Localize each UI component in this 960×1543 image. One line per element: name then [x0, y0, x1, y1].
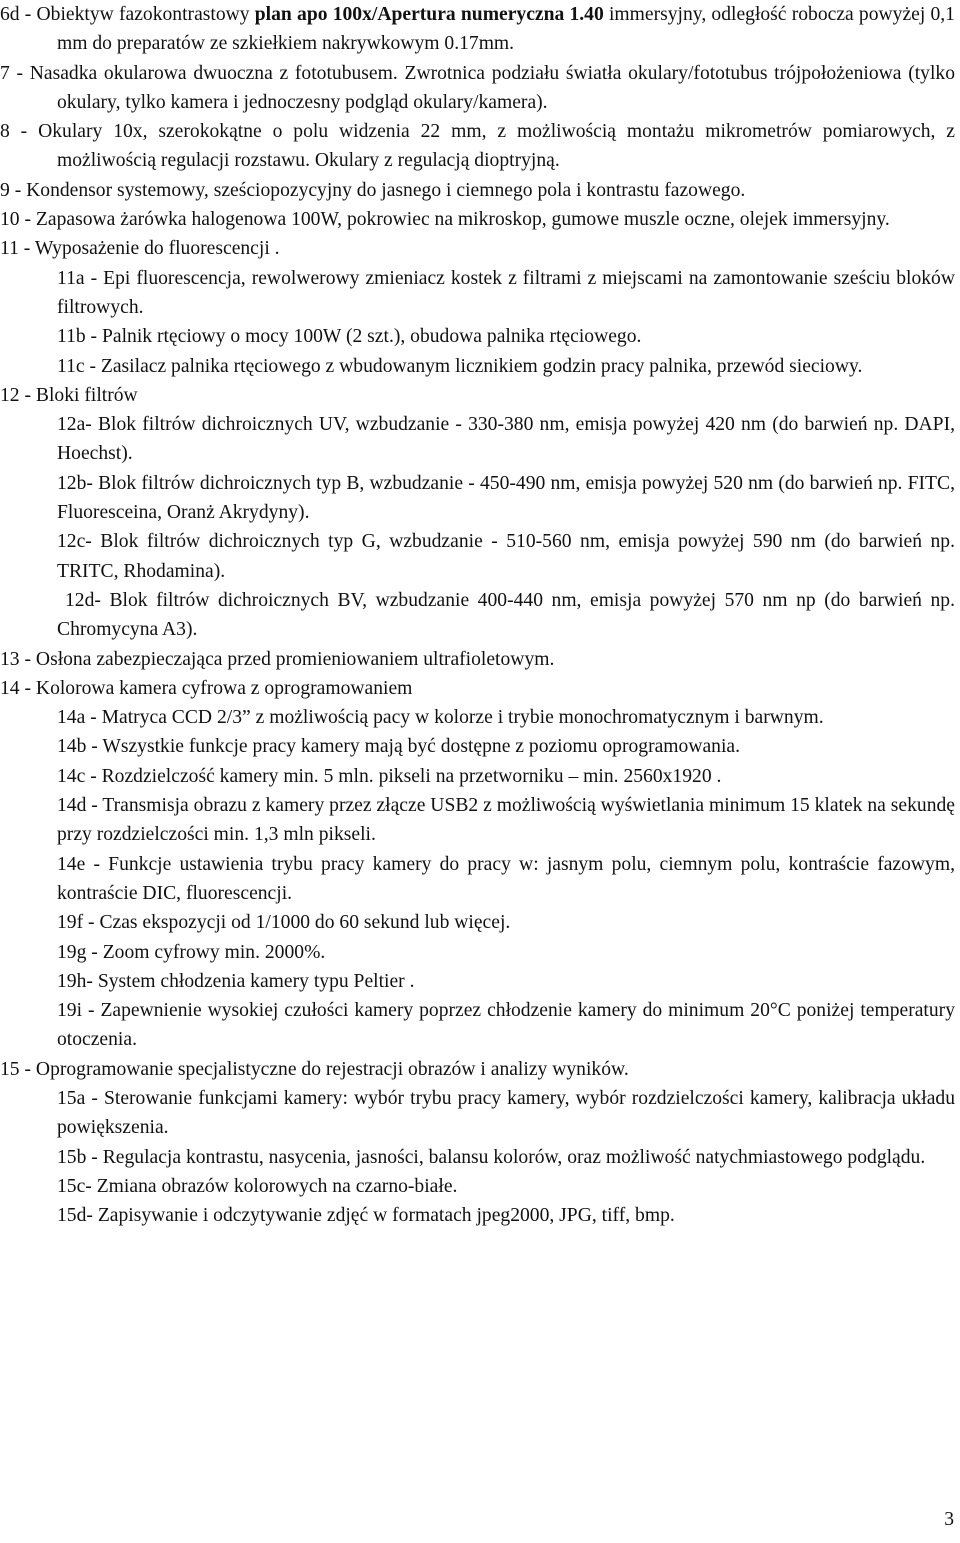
spec-item: 14e - Funkcje ustawienia trybu pracy kamery do pracy w: jasnym polu, ciemnym polu, kontraście fazowym, kontraście DIC, fluorescencji. — [57, 853, 955, 904]
spec-item: 15b - Regulacja kontrastu, nasycenia, jasności, balansu kolorów, oraz możliwość natychmiastowego podglądu. — [57, 1146, 926, 1168]
spec-item: 14b - Wszystkie funkcje pracy kamery mają być dostępne z poziomu oprogramowania. — [57, 736, 741, 758]
spec-item: 12b- Blok filtrów dichroicznych typ B, wzbudzanie - 450-490 nm, emisja powyżej 520 nm (do barwień np. FITC, Fluoresceina, Oranż Akrydyny). — [57, 472, 955, 524]
spec-item: 11c - Zasilacz palnika rtęciowego z wbudowanym licznikiem godzin pracy palnika, przewód sieciowy. — [57, 355, 863, 377]
spec-item: 11 - Wyposażenie do fluorescencji . — [0, 238, 280, 260]
spec-item: 14a - Matryca CCD 2/3” z możliwością pacy w kolorze i trybie monochromatycznym i barwnym. — [57, 707, 824, 729]
spec-item: 7 - Nasadka okularowa dwuoczna z fototubusem. Zwrotnica podziału światła okulary/fototubus trójpołożeniowa (tylko okulary, tylko kamera i jednoczesny podgląd okulary/kamera). — [0, 62, 955, 113]
spec-item: 12c- Blok filtrów dichroicznych typ G, wzbudzanie - 510-560 nm, emisja powyżej 590 nm (do barwień np. TRITC, Rhodamina). — [57, 531, 955, 582]
spec-item: 10 - Zapasowa żarówka halogenowa 100W, pokrowiec na mikroskop, gumowe muszle oczne, olejek immersyjny. — [0, 209, 890, 231]
spec-item: 11a - Epi fluorescencja, rewolwerowy zmieniacz kostek z filtrami z miejscami na zamontowanie sześciu bloków filtrowych. — [57, 267, 955, 318]
spec-item: 12 - Bloki filtrów — [0, 384, 138, 406]
spec-item: 11b - Palnik rtęciowy o mocy 100W (2 szt.), obudowa palnika rtęciowego. — [57, 326, 642, 348]
spec-item: 6d - Obiektyw fazokontrastowy plan apo 100x/Apertura numeryczna 1.40 immersyjny, odległość robocza powyżej 0,1 mm do preparatów ze szkiełkiem nakrywkowym 0.17mm. — [0, 4, 955, 55]
spec-item: 12a- Blok filtrów dichroicznych UV, wzbudzanie - 330-380 nm, emisja powyżej 420 nm (do barwień np. DAPI, Hoechst). — [57, 414, 955, 465]
spec-item: 15c- Zmiana obrazów kolorowych na czarno-białe. — [57, 1175, 458, 1197]
spec-item: 19g - Zoom cyfrowy min. 2000%. — [57, 941, 326, 963]
spec-item: 13 - Osłona zabezpieczająca przed promieniowaniem ultrafioletowym. — [0, 648, 555, 670]
spec-item: 14 - Kolorowa kamera cyfrowa z oprogramowaniem — [0, 677, 413, 699]
spec-item: 14d - Transmisja obrazu z kamery przez złącze USB2 z możliwością wyświetlania minimum 15 klatek na sekundę przy rozdzielczości min. 1,3 mln pikseli. — [57, 795, 955, 846]
spec-item: 15d- Zapisywanie i odczytywanie zdjęć w formatach jpeg2000, JPG, tiff, bmp. — [57, 1205, 675, 1227]
spec-item: 12d- Blok filtrów dichroicznych BV, wzbudzanie 400-440 nm, emisja powyżej 570 nm np (do barwień np. Chromycyna A3). — [57, 589, 955, 641]
spec-item: 19i - Zapewnienie wysokiej czułości kamery poprzez chłodzenie kamery do minimum 20°C poniżej temperatury otoczenia. — [57, 1000, 955, 1051]
spec-item: 9 - Kondensor systemowy, sześciopozycyjny do jasnego i ciemnego pola i kontrastu fazowego. — [0, 179, 746, 201]
spec-item: 8 - Okulary 10x, szerokokątne o polu widzenia 22 mm, z możliwością montażu mikrometrów pomiarowych, z możliwością regulacji rozstawu. Okulary z regulacją dioptryjną. — [0, 121, 955, 172]
spec-item: 15 - Oprogramowanie specjalistyczne do rejestracji obrazów i analizy wyników. — [0, 1058, 629, 1080]
spec-item: 14c - Rozdzielczość kamery min. 5 mln. pikseli na przetworniku – min. 2560x1920 . — [57, 765, 722, 787]
spec-item: 19f - Czas ekspozycji od 1/1000 do 60 sekund lub więcej. — [57, 912, 511, 934]
page-number: 3 — [944, 1509, 954, 1530]
spec-item: 19h- System chłodzenia kamery typu Peltier . — [57, 970, 415, 992]
spec-item: 15a - Sterowanie funkcjami kamery: wybór trybu pracy kamery, wybór rozdzielczości kamery, kalibracja układu powiększenia. — [57, 1087, 955, 1139]
